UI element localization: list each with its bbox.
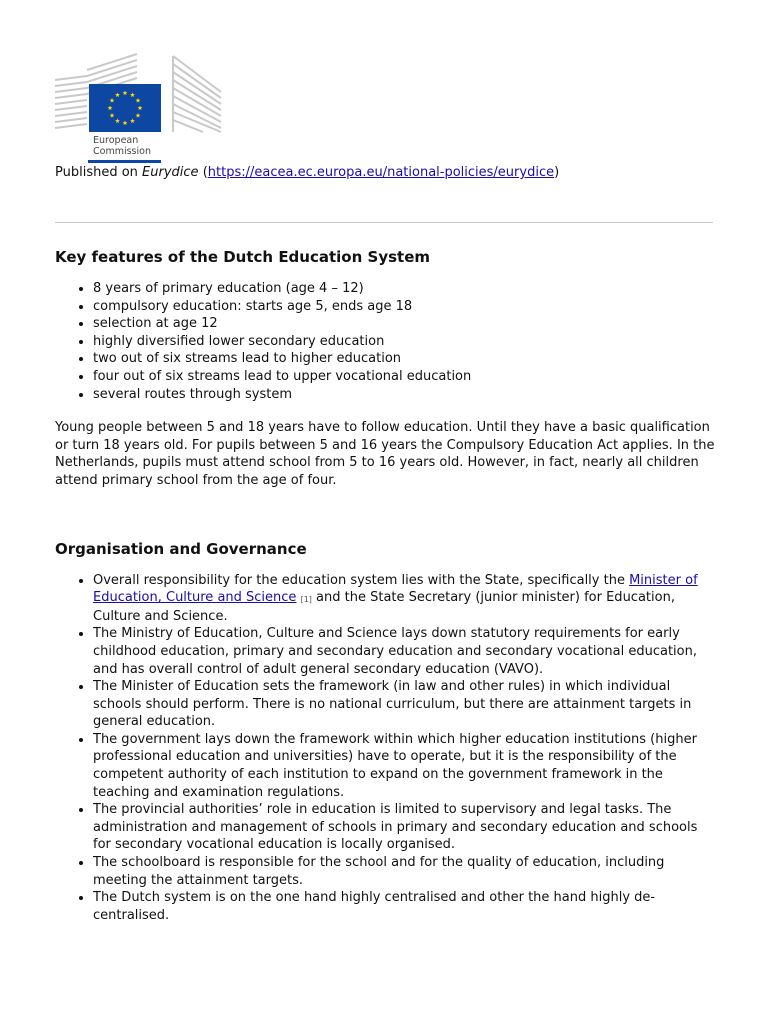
footnote-ref[interactable]: [1] [300, 595, 312, 605]
list-item: • selection at age 12 [93, 315, 715, 333]
published-line: Published on Eurydice (https://eacea.ec.europa.eu/national-policies/eurydice) [55, 165, 560, 180]
list-item: • 8 years of primary education (age 4 – 12) [93, 280, 715, 298]
list-item: • Overall responsibility for the education system lies with the State, specifically the Minister of Education, Culture and Science [1] and the State Secretary (junior minister) for Education, Culture and Science. [93, 572, 715, 626]
list-item: • four out of six streams lead to upper vocational education [93, 368, 715, 386]
list-item: • The Ministry of Education, Culture and Science lays down statutory requirements for early childhood education, primary and secondary education and secondary vocational education, and has overall control of adult general secondary education (VAVO). [93, 625, 715, 678]
published-site: Eurydice [142, 165, 199, 180]
published-prefix: Published on [55, 165, 143, 180]
main-content [55, 247, 715, 924]
list-item: • highly diversified lower secondary education [93, 333, 715, 351]
list-item: • two out of six streams lead to higher education [93, 350, 715, 368]
minister-link[interactable]: Minister of Education, Culture and Science [93, 572, 698, 606]
list-item: • The provincial authorities’ role in education is limited to supervisory and legal tasks. The administration and management of schools in primary and secondary education and schools for secondary vocational education is locally organised. [93, 801, 715, 854]
logo-text: European Commission [93, 135, 151, 157]
building-right-graphic [173, 56, 221, 132]
list-item: • The government lays down the framework within which higher education institutions (higher professional education and universities) have to operate, but it is the responsibility of the competent authority of each institution to expand on the government framework in the teaching and examination regulations. [93, 731, 715, 801]
compulsory-education-paragraph: Young people between 5 and 18 years have to follow education. Until they have a basic qualification or turn 18 years old. For pupils between 5 and 16 years the Compulsory Education Act applies. In the Netherlands, pupils must attend school from 5 to 16 years old. However, in fact, nearly all children attend primary school from the age of four. [55, 420, 715, 488]
list-item: • The schoolboard is responsible for the school and for the quality of education, including meeting the attainment targets. [93, 854, 715, 889]
eurydice-link[interactable]: https://eacea.ec.europa.eu/national-policies/eurydice [207, 165, 555, 180]
list-item: • The Minister of Education sets the framework (in law and other rules) in which individual schools should perform. There is no national curriculum, but there are attainment targets in general education. [93, 678, 715, 731]
list-item: • compulsory education: starts age 5, ends age 18 [93, 298, 715, 316]
divider [55, 222, 713, 223]
section-title-organisation: Organisation and Governance [55, 539, 307, 558]
section-title-key-features: Key features of the Dutch Education System [55, 248, 430, 266]
key-features-list [55, 280, 715, 403]
logo-underline [88, 160, 161, 163]
list-item: • several routes through system [93, 386, 715, 404]
governance-list [55, 572, 715, 925]
list-item: • The Dutch system is on the one hand highly centralised and other the hand highly de-centralised. [93, 889, 715, 924]
